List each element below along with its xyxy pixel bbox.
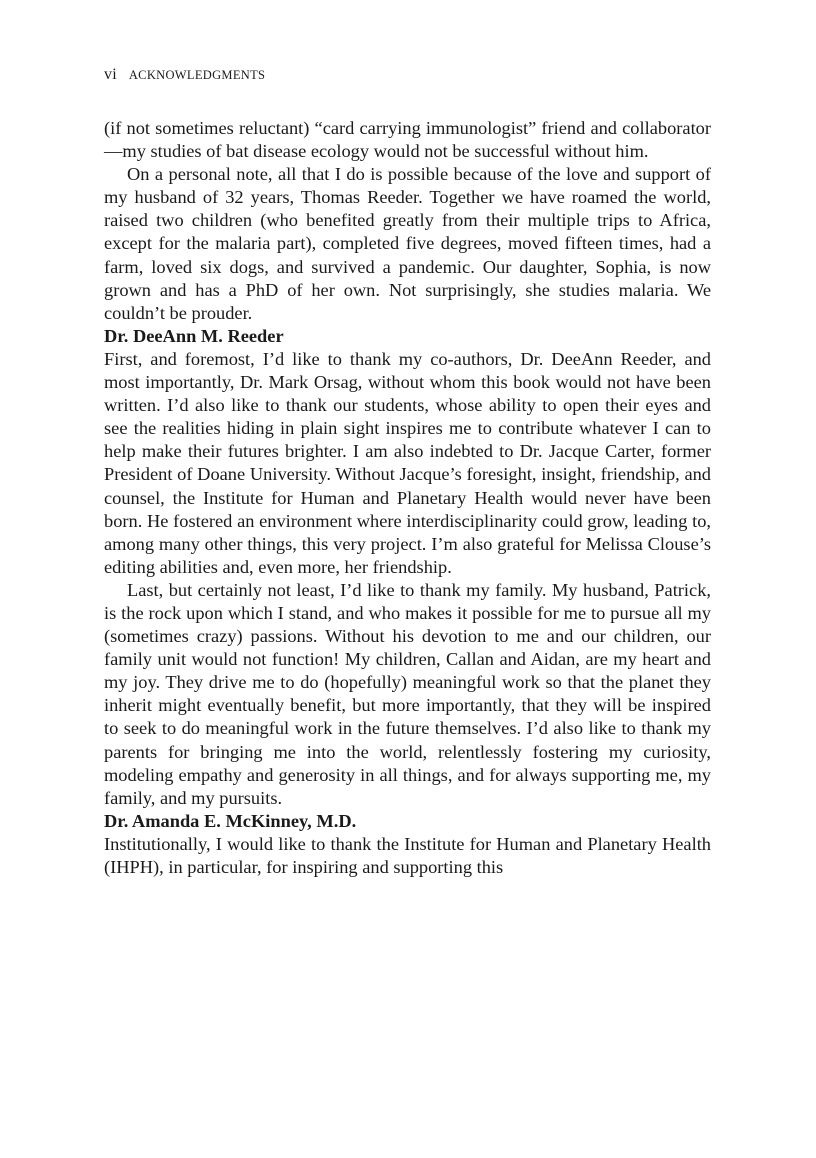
running-head (104, 66, 265, 84)
body-text (104, 117, 711, 879)
paragraph: Institutionally, I would like to thank the Institute for Human and Planetary Health (IHPH), in particular, for inspiring and supporting this (104, 833, 711, 877)
paragraph: (if not sometimes reluctant) “card carrying immunologist” friend and collaborator—my studies of bat disease ecology would not be successful without him. (104, 118, 711, 162)
page-number: vi (104, 66, 117, 83)
paragraph: On a personal note, all that I do is possible because of the love and support of my husband of 32 years, Thomas Reeder. Together we have roamed the world, raised two children (who benefited greatly from their multiple trips to Africa, except for the malaria part), completed five degrees, moved fifteen times, had a farm, loved six dogs, and survived a pandemic. Our daughter, Sophia, is now grown and has a PhD of her own. Not surprisingly, she studies malaria. We couldn’t be prouder. (104, 164, 711, 323)
signature-mckinney: Dr. Amanda E. McKinney, M.D. (104, 810, 357, 831)
running-head-title: ACKNOWLEDGMENTS (128, 68, 266, 82)
paragraph: First, and foremost, I’d like to thank my co-authors, Dr. DeeAnn Reeder, and most importantly, Dr. Mark Orsag, without whom this book would not have been written. I’d also like to thank our students, whose ability to open their eyes and see the realities hiding in plain sight inspires me to contribute whatever I can to help make their futures brighter. I am also indebted to Dr. Jacque Carter, former President of Doane University. Without Jacque’s foresight, insight, friendship, and counsel, the Institute for Human and Planetary Health would never have been born. He fostered an environment where interdisciplinarity could grow, leading to, among many other things, this very project. I’m also grateful for Melissa Clouse’s editing abilities and, even more, her friendship. (104, 348, 711, 577)
signature-reeder: Dr. DeeAnn M. Reeder (104, 325, 284, 346)
paragraph: Last, but certainly not least, I’d like to thank my family. My husband, Patrick, is the rock upon which I stand, and who makes it possible for me to pursue all my (sometimes crazy) passions. Without his devotion to me and our children, our family unit would not function! My children, Callan and Aidan, are my heart and my joy. They drive me to do (hopefully) meaningful work so that the planet they inherit might eventually benefit, but more importantly, that they will be inspired to seek to do meaningful work in the future themselves. I’d also like to thank my parents for bringing me into the world, relentlessly fostering my curiosity, modeling empathy and generosity in all things, and for always supporting me, my family, and my pursuits. (104, 579, 711, 808)
